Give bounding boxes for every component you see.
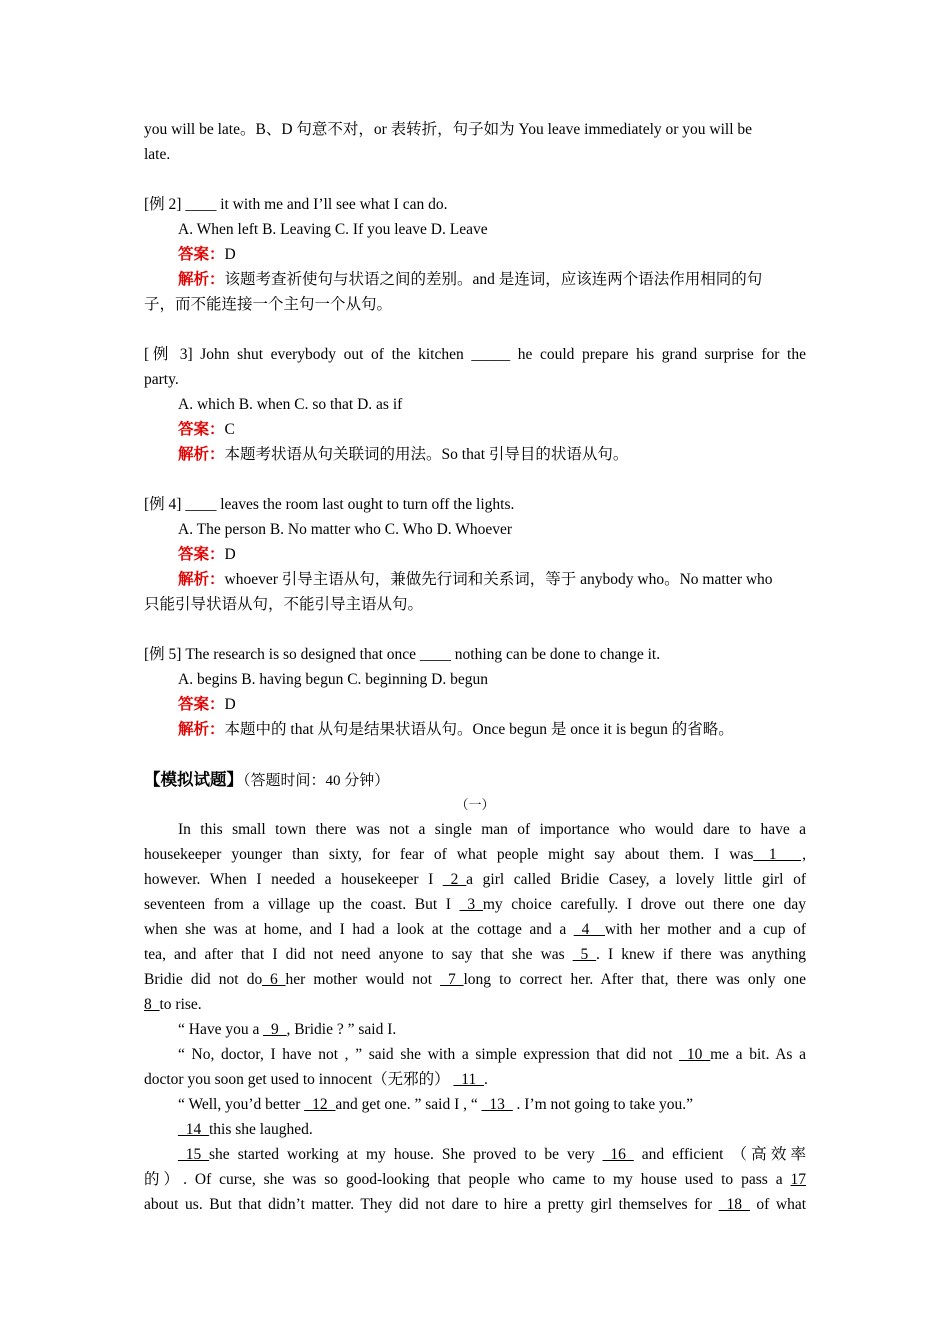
passage-line: housekeeper younger than sixty, for fear of what people might say about them. I was__1__ , [144,846,806,863]
document-page [144,117,806,1217]
blank-10: _10_ [679,1046,711,1063]
passage-line: however. When I needed a housekeeper I _2_a girl called Bridie Casey, a lovely little girl of [144,871,806,888]
intro-line-2: late. [144,146,171,163]
answer-value: D [224,546,236,563]
blank-18: _18_ [718,1196,750,1213]
passage-line: “ No, doctor, I have not , ” said she with a simple expression that did not _10_me a bit. As a [178,1046,806,1063]
passage-line: 8_to rise. [144,996,202,1013]
example-2-question: [例 2] ____ it with me and I’ll see what I can do. [144,196,448,213]
blank-1: __1__ [753,846,793,863]
blank-9: _9_ [263,1021,287,1038]
example-5-answer [144,692,806,717]
passage-line: _15_she started working at my house. She proved to be very _16_ and efficient （高效率 [178,1146,807,1163]
passage-line: about us. But that didn’t matter. They did not dare to hire a pretty girl themselves for _18_ of what [144,1196,807,1213]
section-number: （一） [455,797,495,812]
mock-test-heading [144,767,806,792]
analysis-text: whoever 引导主语从句，兼做先行词和关系词，等于 anybody who。No matter who [224,571,773,588]
passage-line: Bridie did not do_6_her mother would not _7_long to correct her. After that, there was only one [144,971,806,988]
passage-line: tea, and after that I did not need anyone to say that she was _5_. I knew if there was anything [144,946,806,963]
blank-16: _16_ [602,1146,634,1163]
answer-value: D [224,696,236,713]
example-2-analysis-cont: 子，而不能连接一个主句一个从句。 [144,296,393,313]
blank-14: _14_ [178,1121,209,1138]
blank-13: _13_ [481,1096,513,1113]
analysis-label: 解析： [178,271,225,288]
answer-value: C [224,421,235,438]
analysis-text: 本题中的 that 从句是结果状语从句。Once begun 是 once it is begun 的省略。 [224,721,734,738]
passage-line: “ Have you a _9_, Bridie ? ” said I. [178,1021,397,1038]
example-3-question: [例 3] John shut everybody out of the kitchen _____ he could prepare his grand surprise for the [144,346,806,363]
passage-line: “ Well, you’d better _12_and get one. ” said I , “ _13_ . I’m not going to take you.” [178,1096,694,1113]
answer-label: 答案： [178,421,225,438]
example-4-options: A. The person B. No matter who C. Who D. Whoever [178,521,513,538]
example-4-answer [144,542,806,567]
example-4-question: [例 4] ____ leaves the room last ought to turn off the lights. [144,496,515,513]
analysis-text: 本题考状语从句关联词的用法。So that 引导目的状语从句。 [224,446,629,463]
blank-6: _6_ [262,971,286,988]
passage-line: In this small town there was not a single man of importance who would dare to have a [178,821,806,838]
example-2-options: A. When left B. Leaving C. If you leave D. Leave [178,221,488,238]
blank-5: _5_ [572,946,597,963]
answer-value: D [224,246,236,263]
answer-label: 答案： [178,546,225,563]
analysis-label: 解析： [178,721,225,738]
answer-label: 答案： [178,246,225,263]
blank-2: _2_ [442,871,467,888]
example-3-answer [144,417,806,442]
example-3-options: A. which B. when C. so that D. as if [178,396,403,413]
blank-3: _3_ [459,896,483,913]
mock-test-title: 【模拟试题】 [144,770,243,789]
analysis-label: 解析： [178,446,225,463]
example-4-analysis [144,567,806,592]
example-2-answer [144,242,806,267]
blank-7: _7_ [440,971,464,988]
example-3-question-cont: party. [144,371,179,388]
passage-line: seventeen from a village up the coast. But I _3_my choice carefully. I drove out there one day [144,896,806,913]
blank-8: 8_ [144,996,160,1013]
passage-line: _14_this she laughed. [178,1121,313,1138]
passage-line: when she was at home, and I had a look at the cottage and a _4__with her mother and a cup of [144,921,807,938]
example-3-analysis [144,442,806,467]
analysis-label: 解析： [178,571,225,588]
blank-4: _4__ [573,921,605,938]
analysis-text: 该题考查祈使句与状语之间的差别。and 是连词，应该连两个语法作用相同的句 [224,271,763,288]
example-5-options: A. begins B. having begun C. beginning D. begun [178,671,488,688]
example-2-analysis [144,267,806,292]
blank-11: _11_ [453,1071,484,1088]
intro-line-1: you will be late。B、D 句意不对，or 表转折，句子如为 You leave immediately or you will be [144,121,753,138]
example-5-analysis [144,717,806,742]
blank-15: _15_ [178,1146,209,1163]
example-4-analysis-cont: 只能引导状语从句，不能引导主语从句。 [144,596,424,613]
passage-line: 的）. Of curse, she was so good-looking that people who came to my house used to pass a 17 [144,1171,806,1188]
example-5-question: [例 5] The research is so designed that once ____ nothing can be done to change it. [144,646,661,663]
passage-line: doctor you soon get used to innocent（无邪的） _11_. [144,1071,488,1088]
mock-test-time: （答题时间：40 分钟） [243,773,390,789]
blank-17: 17 [790,1171,806,1188]
answer-label: 答案： [178,696,225,713]
blank-12: _12_ [304,1096,336,1113]
